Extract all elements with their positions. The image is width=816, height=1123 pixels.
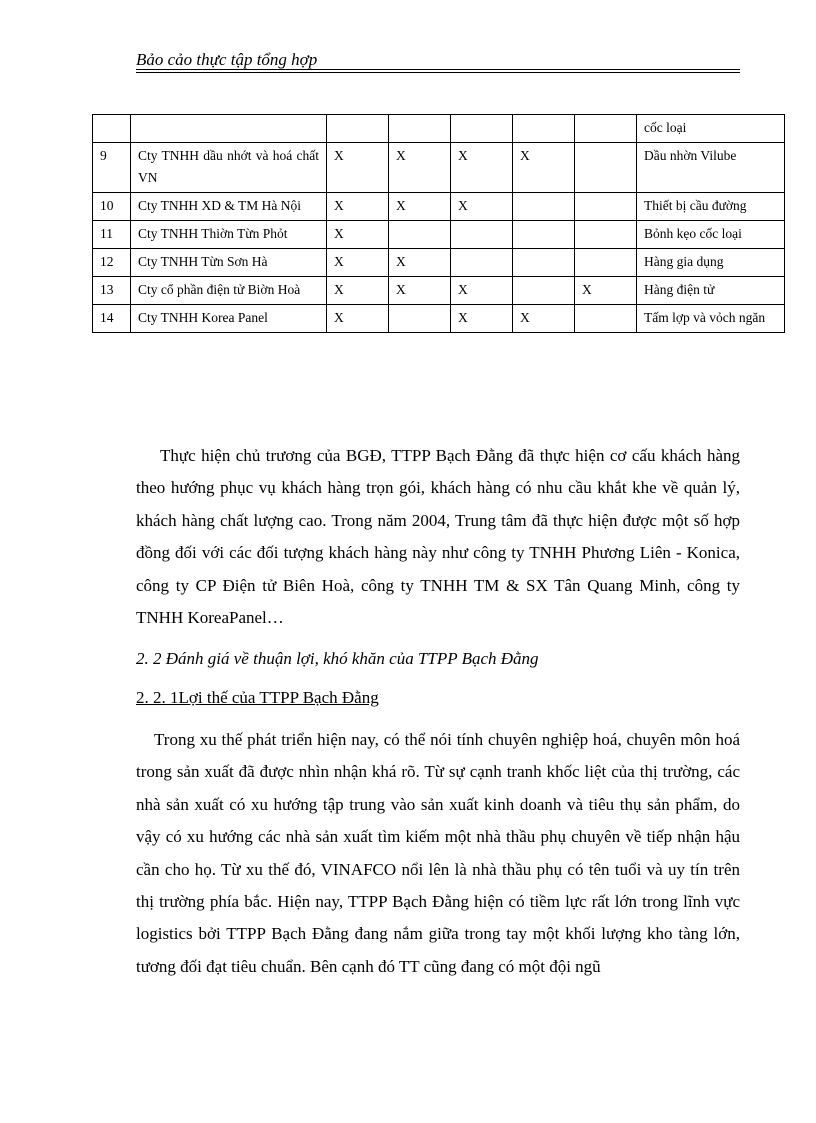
cell-mark: [451, 115, 513, 143]
section-heading-2-2-1: 2. 2. 1Lợi thế của TTPP Bạch Đằng: [136, 688, 379, 707]
body-paragraph-2: Trong xu thế phát triển hiện nay, có thể nói tính chuyên nghiệp hoá, chuyên môn hoá trong sản xuất đã được nhìn nhận khá rõ. Từ sự cạnh tranh khốc liệt của thị trường, các nhà sản xuất có xu hướng tập trung vào sản xuất kinh doanh và tiêu thụ sản phẩm, do vậy có xu hướng các nhà sản xuất tìm kiếm một nhà thầu phụ chuyên về tiếp nhận hậu cần cho họ. Từ xu thế đó, VINAFCO nổi lên là nhà thầu phụ có tên tuổi và uy tín trên thị trường phía bắc. Hiện nay, TTPP Bạch Đằng hiện có tiềm lực rất lớn trong lĩnh vực logistics bởi TTPP Bạch Đằng đang nắm giữa trong tay một khối lượng kho tàng lớn, tương đối đạt tiêu chuẩn. Bên cạnh đó TT cũng đang có một đội ngũ: [136, 730, 740, 976]
cell-no: 14: [93, 305, 131, 333]
cell-mark: [513, 277, 575, 305]
cell-no: 9: [93, 143, 131, 193]
cell-mark: X: [575, 277, 637, 305]
body-paragraph-1: Thực hiện chủ trương của BGĐ, TTPP Bạch Đằng đã thực hiện cơ cấu khách hàng theo hướng phục vụ khách hàng trọn gói, khách hàng có nhu cầu khắt khe về quản lý, khách hàng chất lượng cao. Trong năm 2004, Trung tâm đã thực hiện được một số hợp đồng đối với các đối tượng khách hàng này như công ty TNHH Phương Liên - Konica, công ty CP Điện tử Biên Hoà, công ty TNHH TM & SX Tân Quang Minh, công ty TNHH KoreaPanel…: [136, 446, 740, 628]
cell-mark: [389, 221, 451, 249]
cell-company: Cty TNHH dầu nhớt và hoá chất VN: [131, 143, 327, 193]
cell-mark: [575, 115, 637, 143]
cell-mark: [575, 193, 637, 221]
table-row: [93, 305, 785, 333]
cell-mark: X: [389, 143, 451, 193]
page-header: [136, 50, 740, 74]
cell-no: 13: [93, 277, 131, 305]
table-row: [93, 249, 785, 277]
cell-mark: [513, 115, 575, 143]
cell-mark: X: [327, 249, 389, 277]
table-row: [93, 221, 785, 249]
cell-product: Thiết bị cầu đường: [637, 193, 785, 221]
cell-mark: [389, 115, 451, 143]
cell-no: [93, 115, 131, 143]
cell-product: Hàng gia dụng: [637, 249, 785, 277]
cell-mark: X: [451, 143, 513, 193]
cell-mark: X: [327, 143, 389, 193]
header-rule: [136, 69, 740, 70]
cell-mark: [451, 249, 513, 277]
cell-mark: [389, 305, 451, 333]
cell-mark: X: [389, 277, 451, 305]
cell-mark: X: [451, 305, 513, 333]
cell-product: Tấm lợp và vỏch ngăn: [637, 305, 785, 333]
cell-no: 11: [93, 221, 131, 249]
cell-mark: X: [327, 305, 389, 333]
cell-mark: [575, 143, 637, 193]
cell-mark: [513, 221, 575, 249]
cell-product: cốc loại: [637, 115, 785, 143]
customer-table: [92, 114, 785, 333]
cell-mark: X: [513, 305, 575, 333]
cell-product: Bỏnh kẹo cốc loại: [637, 221, 785, 249]
table-row: [93, 277, 785, 305]
cell-mark: [575, 221, 637, 249]
table-row: [93, 143, 785, 193]
cell-mark: [513, 249, 575, 277]
cell-mark: X: [451, 193, 513, 221]
cell-mark: [513, 193, 575, 221]
header-title: Bảo cảo thực tập tổng hợp: [136, 50, 318, 69]
cell-mark: X: [327, 221, 389, 249]
cell-mark: [327, 115, 389, 143]
cell-no: 12: [93, 249, 131, 277]
cell-company: Cty TNHH Korea Panel: [131, 305, 327, 333]
cell-company: Cty TNHH XD & TM Hà Nội: [131, 193, 327, 221]
cell-company: Cty cổ phần điện tử Biờn Hoà: [131, 277, 327, 305]
table-row: [93, 193, 785, 221]
cell-mark: X: [327, 277, 389, 305]
section-heading-2-2: 2. 2 Đánh giá về thuận lợi, khó khăn của TTPP Bạch Đằng: [136, 649, 539, 668]
cell-product: Dầu nhờn Vilube: [637, 143, 785, 193]
cell-company: [131, 115, 327, 143]
cell-company: Cty TNHH Từn Sơn Hà: [131, 249, 327, 277]
cell-mark: X: [513, 143, 575, 193]
cell-mark: [451, 221, 513, 249]
cell-mark: X: [389, 249, 451, 277]
cell-mark: [575, 249, 637, 277]
cell-no: 10: [93, 193, 131, 221]
cell-mark: X: [389, 193, 451, 221]
cell-mark: X: [327, 193, 389, 221]
header-rule-double: [136, 72, 740, 73]
cell-mark: [575, 305, 637, 333]
cell-product: Hàng điện tử: [637, 277, 785, 305]
cell-company: Cty TNHH Thiờn Từn Phỏt: [131, 221, 327, 249]
table-row: [93, 115, 785, 143]
cell-mark: X: [451, 277, 513, 305]
